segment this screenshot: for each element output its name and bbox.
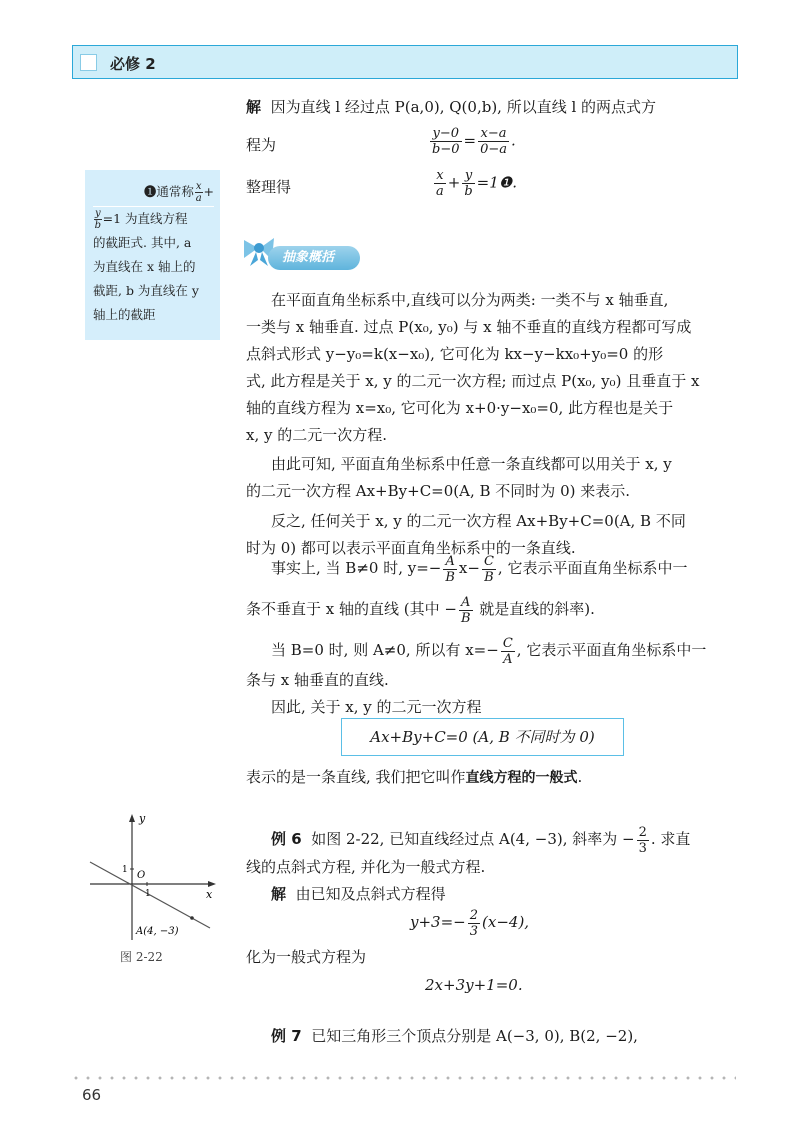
origin-label: O	[137, 870, 146, 881]
example-6-equation: y+3=− $\frac{2}{3}$ (x−4),	[410, 907, 530, 939]
abstract-p6: 当 B=0 时, 则 A≠0, 所以有 x=− $\frac{C}{A}$ , 它表示平面直角坐标系中一	[271, 635, 707, 667]
example-6-line-2: 线的点斜式方程, 并化为一般式方程.	[246, 858, 486, 876]
point-A	[190, 916, 194, 920]
abstract-p1-line-6: x, y 的二元一次方程.	[246, 426, 388, 444]
note-line-1: ❶通常称 $\frac{x}{a}$ +	[93, 180, 214, 207]
abstract-p3-line-1: 反之, 任何关于 x, y 的二元一次方程 Ax+By+C=0(A, B 不同	[271, 512, 686, 530]
solution-line-3-label: 整理得	[246, 178, 292, 196]
solution-label: 解	[246, 98, 262, 116]
intercept-equation: $\frac{x}{a}$ + $\frac{y}{b}$ =1❶.	[436, 168, 517, 199]
example-6-final-equation: 2x+3y+1=0.	[425, 976, 523, 994]
abstract-p5: 条不垂直于 x 轴的直线 (其中 − $\frac{A}{B}$ 就是直线的斜率).	[246, 594, 595, 626]
abstract-p1-line-4: 式, 此方程是关于 x, y 的二元一次方程; 而过点 P(x₀, y₀) 且垂直于 x	[246, 372, 700, 390]
abstract-p1-line-1: 在平面直角坐标系中,直线可以分为两类: 一类不与 x 轴垂直,	[271, 291, 669, 309]
general-form-term: 直线方程的一般式	[465, 770, 578, 786]
abstract-p2-line-1: 由此可知, 平面直角坐标系中任意一条直线都可以用关于 x, y	[271, 455, 672, 473]
abstract-p4: 事实上, 当 B≠0 时, y=− $\frac{A}{B}$ x− $\frac{C}{B}$ , 它表示平面直角坐标系中一	[271, 553, 688, 585]
abstract-p1-line-2: 一类与 x 轴垂直. 过点 P(x₀, y₀) 与 x 轴不垂直的直线方程都可写成	[246, 318, 692, 336]
chapter-header-bar	[72, 45, 738, 79]
x-axis-arrow-icon	[208, 881, 216, 887]
abstract-p3-line-2: 时为 0) 都可以表示平面直角坐标系中的一条直线.	[246, 539, 576, 557]
figure-caption: 图 2-22	[120, 950, 163, 964]
y-tick-label: 1	[122, 865, 128, 875]
abstract-p8: 因此, 关于 x, y 的二元一次方程	[271, 698, 482, 716]
solution-text: 因为直线 l 经过点 P(a,0), Q(0,b), 所以直线 l 的两点式方	[270, 98, 657, 116]
example-6-convert: 化为一般式方程为	[246, 948, 367, 966]
solution-line-2-label: 程为	[246, 136, 277, 154]
abstract-p7: 条与 x 轴垂直的直线.	[246, 671, 389, 689]
abstract-p1-line-5: 轴的直线方程为 x=x₀, 它可化为 x+0·y−x₀=0, 此方程也是关于	[246, 399, 674, 417]
note-line-6: 轴上的截距	[93, 307, 156, 322]
figure-2-22	[86, 812, 220, 944]
note-line-4: 为直线在 x 轴上的	[93, 259, 196, 274]
point-A-label: A(4, −3)	[136, 926, 179, 937]
example-6-solution: 解 由已知及点斜式方程得	[271, 885, 446, 903]
chapter-title: 必修 2	[110, 55, 156, 73]
abstract-p2-line-2: 的二元一次方程 Ax+By+C=0(A, B 不同时为 0) 来表示.	[246, 482, 630, 500]
y-axis-label: y	[139, 812, 146, 825]
abstract-p9: 表示的是一条直线, 我们把它叫作直线方程的一般式.	[246, 768, 583, 786]
note-line-5: 截距, b 为直线在 y	[93, 283, 199, 298]
note-line-3: 的截距式. 其中, a	[93, 235, 192, 250]
two-point-equation: $\frac{y-0}{b-0}$ = $\frac{x-a}{0-a}$ .	[432, 126, 516, 157]
general-form-formula-box: Ax+By+C=0 (A, B 不同时为 0)	[341, 718, 624, 756]
note-line-2: $\frac{y}{b}$ =1 为直线方程	[94, 208, 188, 231]
x-tick-label: 1	[145, 889, 151, 899]
example-7-line-1: 例 7 已知三角形三个顶点分别是 A(−3, 0), B(2, −2),	[271, 1027, 638, 1045]
page-number: 66	[82, 1086, 102, 1104]
abstract-summary-badge: 抽象概括	[268, 246, 360, 270]
margin-note	[85, 170, 220, 340]
abstract-p1-line-3: 点斜式形式 y−y₀=k(x−x₀), 它可化为 kx−y−kx₀+y₀=0 的形	[246, 345, 664, 363]
x-axis-label: x	[206, 888, 213, 901]
y-axis-arrow-icon	[129, 814, 135, 822]
header-square-icon	[80, 54, 97, 71]
footer-dotted-rule	[70, 1076, 736, 1080]
example-6-line-1: 例 6 如图 2-22, 已知直线经过点 A(4, −3), 斜率为 − $\frac{2}{3}$ . 求直	[271, 824, 691, 856]
example-6-label: 例 6	[271, 830, 302, 848]
example-7-label: 例 7	[271, 1027, 302, 1045]
solution-line-1	[246, 94, 656, 121]
